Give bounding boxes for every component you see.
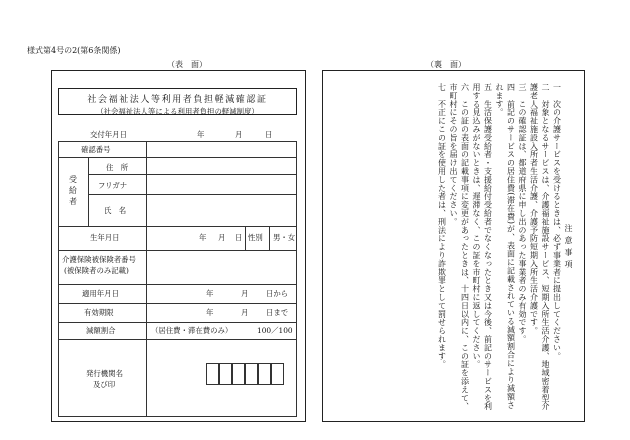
birth-year-unit: 年 [199, 233, 207, 242]
insurer-number-label: 介護保険被保険者番号 [62, 255, 136, 264]
issuer-seal-label: 及び印 [93, 380, 116, 389]
issuer-seal-box[interactable] [245, 363, 258, 385]
back-side-panel [322, 70, 585, 422]
birth-month-unit: 月 [218, 233, 226, 242]
note-item: 六 この証の表面の記載事項に変更があったときは、十四日以内に、この証を添えて、市町村にその旨を届け出てください。 [449, 83, 470, 411]
front-side-label: （表 面） [167, 60, 207, 69]
reduction-ratio: 100／100 [257, 326, 293, 335]
certificate-fields-grid [58, 126, 297, 416]
reduction-label: 減額割合 [86, 326, 116, 335]
furigana-label: フリガナ [98, 181, 128, 190]
note-item: 五 生活保護受給者・支援給付受給者でなくなったとき又は今後、前記のサービスを利用する見込みがないときは、遅滞なく、この証を市町村に返してください。 [472, 83, 493, 411]
recipient-group-label: 受給者 [69, 175, 77, 206]
issue-year-unit: 年 [197, 130, 205, 139]
gender-options: 男・女 [273, 233, 296, 242]
note-item: 二 対象となるサービスは、介護福祉施設サービス、短期入所生活介護、地域密着型介護老人福祉施設入所者生活介護、介護予防短期入所生活介護です。 [529, 83, 550, 411]
front-side-panel [51, 70, 306, 422]
issuer-seal-box[interactable] [219, 363, 232, 385]
note-item: 七 不正にこの証を使用した者は、刑法により詐欺罪として罰せられます。 [437, 83, 447, 369]
reduction-note: （居住費・滞在費のみ） [151, 326, 233, 335]
issuer-seal-box[interactable] [271, 363, 284, 385]
notes-heading: 注意事項 [564, 224, 573, 272]
note-item: 四 前記のサービスの居住費(滞在費)が、表面に記載されている減額割合により減額されます。 [495, 83, 516, 410]
apply-year-unit: 年 [206, 289, 214, 298]
name-label: 氏 名 [104, 206, 127, 215]
apply-date-label: 適用年月日 [82, 289, 119, 298]
issuer-seal-box[interactable] [232, 363, 245, 385]
back-side-label: （裏 面） [426, 60, 466, 69]
cert-number-label: 確認番号 [81, 145, 111, 154]
birth-date-label: 生年月日 [90, 233, 120, 242]
notes-vertical-text [436, 83, 574, 413]
valid-day-unit: 日まで [266, 308, 289, 317]
form-number: 様式第4号の2(第6条関係) [27, 46, 121, 55]
address-label: 住 所 [106, 163, 129, 172]
gender-label: 性別 [248, 233, 263, 242]
issuer-seal-box[interactable] [258, 363, 271, 385]
issuer-seal-box[interactable] [206, 363, 219, 385]
note-item: 三 この確認証は、都道府県に申し出のあった事業者のみ有効です。 [518, 83, 527, 344]
insurer-number-note: (被保険者のみ記載) [64, 266, 129, 275]
certificate-subtitle: （社会福祉法人等による利用者負担の軽減制度） [96, 107, 259, 116]
apply-month-unit: 月 [241, 289, 249, 298]
issuer-label: 発行機関名 [86, 369, 123, 378]
birth-day-unit: 日 [235, 233, 243, 242]
valid-year-unit: 年 [206, 308, 214, 317]
valid-until-label: 有効期限 [84, 308, 114, 317]
certificate-title: 社会福祉法人等利用者負担軽減確認証 [87, 95, 268, 105]
issue-date-label: 交付年月日 [90, 130, 127, 139]
note-item: 一 次の介護サービスを受けるときは、必ず事業者に提出してください。 [552, 83, 562, 361]
title-box [58, 88, 297, 115]
apply-day-unit: 日から [266, 289, 289, 298]
issue-month-unit: 月 [235, 130, 243, 139]
valid-month-unit: 月 [241, 308, 249, 317]
issue-day-unit: 日 [265, 130, 273, 139]
